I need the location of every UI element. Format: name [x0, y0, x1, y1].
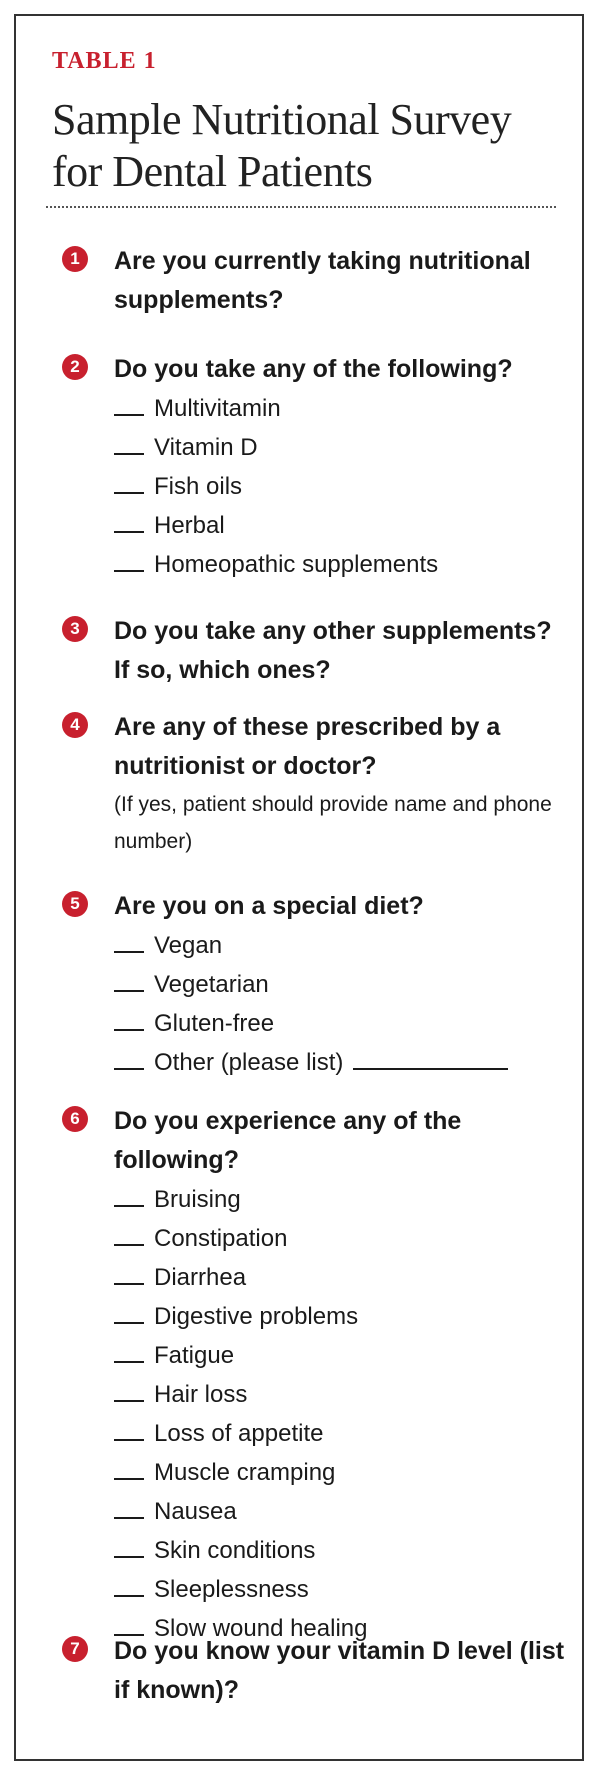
option-item[interactable]: Other (please list) — [114, 1043, 574, 1082]
question-number-6-icon: 6 — [62, 1106, 88, 1132]
checkbox-blank[interactable] — [114, 1439, 144, 1441]
question-5-text: Are you on a special diet? — [114, 892, 424, 920]
write-in-line[interactable] — [353, 1068, 508, 1070]
option-item[interactable]: Fatigue — [114, 1336, 574, 1375]
option-item[interactable]: Hair loss — [114, 1375, 574, 1414]
option-item[interactable]: Herbal — [114, 506, 574, 545]
checkbox-blank[interactable] — [114, 1244, 144, 1246]
checkbox-blank[interactable] — [114, 1556, 144, 1558]
checkbox-blank[interactable] — [114, 1322, 144, 1324]
checkbox-blank[interactable] — [114, 1400, 144, 1402]
question-number-3-icon: 3 — [62, 616, 88, 642]
option-item[interactable]: Loss of appetite — [114, 1414, 574, 1453]
question-2-options — [114, 389, 574, 584]
question-number-2-icon: 2 — [62, 354, 88, 380]
question-5-options — [114, 926, 574, 1082]
checkbox-blank[interactable] — [114, 1068, 144, 1070]
option-item[interactable]: Digestive problems — [114, 1297, 574, 1336]
question-number-5-icon: 5 — [62, 891, 88, 917]
option-item[interactable]: Bruising — [114, 1180, 574, 1219]
checkbox-blank[interactable] — [114, 1595, 144, 1597]
question-6-text: Do you experience any of the following? — [114, 1107, 462, 1174]
checkbox-blank[interactable] — [114, 990, 144, 992]
checkbox-blank[interactable] — [114, 951, 144, 953]
checkbox-blank[interactable] — [114, 1205, 144, 1207]
checkbox-blank[interactable] — [114, 453, 144, 455]
question-number-1-icon: 1 — [62, 246, 88, 272]
table-label: TABLE 1 — [52, 48, 157, 74]
question-7-text: Do you know your vitamin D level (list if known)? — [114, 1637, 565, 1704]
question-6-options — [114, 1180, 574, 1648]
table-title: Sample Nutritional Survey for Dental Patients — [52, 95, 512, 196]
option-item[interactable]: Fish oils — [114, 467, 574, 506]
question-2-text: Do you take any of the following? — [114, 355, 513, 383]
checkbox-blank[interactable] — [114, 1283, 144, 1285]
option-item[interactable]: Vitamin D — [114, 428, 574, 467]
question-4-text: Are any of these prescribed by a nutritionist or doctor? — [114, 713, 501, 780]
question-number-4-icon: 4 — [62, 712, 88, 738]
option-item[interactable]: Diarrhea — [114, 1258, 574, 1297]
checkbox-blank[interactable] — [114, 1517, 144, 1519]
checkbox-blank[interactable] — [114, 414, 144, 416]
option-item[interactable]: Skin conditions — [114, 1531, 574, 1570]
option-item[interactable]: Vegan — [114, 926, 574, 965]
checkbox-blank[interactable] — [114, 531, 144, 533]
question-4-note: (If yes, patient should provide name and phone number) — [114, 793, 552, 853]
question-1-text: Are you currently taking nutritional supplements? — [114, 247, 531, 314]
option-item[interactable]: Sleeplessness — [114, 1570, 574, 1609]
option-item[interactable]: Muscle cramping — [114, 1453, 574, 1492]
option-item[interactable]: Vegetarian — [114, 965, 574, 1004]
option-item[interactable]: Multivitamin — [114, 389, 574, 428]
option-item[interactable]: Homeopathic supplements — [114, 545, 574, 584]
option-item[interactable]: Nausea — [114, 1492, 574, 1531]
checkbox-blank[interactable] — [114, 1029, 144, 1031]
option-item[interactable]: Constipation — [114, 1219, 574, 1258]
checkbox-blank[interactable] — [114, 492, 144, 494]
option-item[interactable]: Slow wound healing — [114, 1609, 574, 1648]
checkbox-blank[interactable] — [114, 1361, 144, 1363]
checkbox-blank[interactable] — [114, 1478, 144, 1480]
question-3-text: Do you take any other supplements? If so, which ones? — [114, 617, 552, 684]
option-item[interactable]: Gluten-free — [114, 1004, 574, 1043]
checkbox-blank[interactable] — [114, 570, 144, 572]
dotted-divider — [46, 206, 556, 208]
question-number-7-icon: 7 — [62, 1636, 88, 1662]
